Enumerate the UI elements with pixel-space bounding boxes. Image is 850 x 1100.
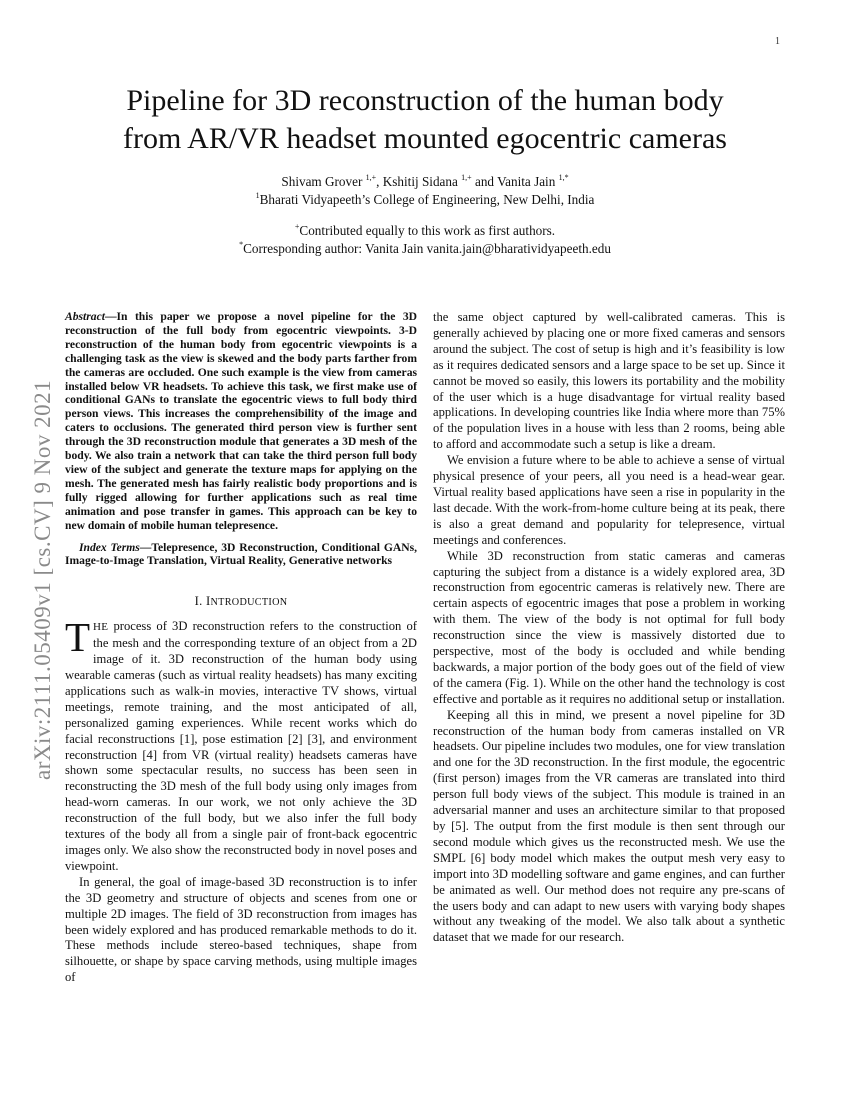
note-mark: *	[239, 240, 244, 249]
arxiv-identifier[interactable]: arXiv:2111.05409v1 [cs.CV] 9 Nov 2021	[30, 379, 55, 780]
paragraph-text: process of 3D reconstruction refers to the construction of the mesh and the corresponding texture of an object from a 2D image of it. 3D reconstruction of the human body using wearable cameras (such as virtual reality headsets) has many exciting applications such as walk-in movies, interactive TV shows, virtual meetings, remote training, and the most anticipated of all, personalized gaming experiences. While recent works which do facial reconstructions [1], pose estimation [2] [3], and environment reconstruction [4] from VR (virtual reality) headsets cameras have shown some spectacular results, no success has been seen in reconstructing the 3D mesh of the full body using only images from head-worn cameras. In our work, we not only achieve the 3D reconstruction of the full body, but we also infer the full body textures of the body all from a single pair of front-back egocentric images only. We also show the reconstructed body in novel poses and viewpoint.	[65, 619, 417, 873]
paper-title	[60, 82, 790, 158]
section-number: I.	[194, 594, 207, 609]
author-affiliation-mark: 1,+	[365, 173, 377, 182]
note-mark: +	[294, 222, 300, 231]
intro-paragraph: the same object captured by well-calibrated cameras. This is generally achieved by placing one or more fixed cameras and sensors around the subject. The cost of setup is high and it’s feasibility is low as it requires dedicated sensors and a large space to be set up. Since it cannot be moved so easily, this lowers its portability and the mobility of the user which is a huge disadvantage for virtual reality based applications. In developing countries like India where more than 75% of the population lives in a house with less than 2 rooms, being able to afford and accommodate such a setup is like a dream.	[433, 310, 785, 452]
equal-contribution-note	[60, 222, 790, 240]
affiliation-text: Bharati Vidyapeeth’s College of Engineering, New Delhi, India	[259, 192, 595, 207]
page-number: 1	[775, 36, 780, 47]
corresponding-author-note	[60, 240, 790, 258]
note-text: Corresponding author: Vanita Jain vanita.jain@bharatividyapeeth.edu	[243, 241, 611, 256]
section-heading-introduction	[65, 594, 417, 609]
affiliation	[60, 191, 790, 209]
index-terms-dash: —	[139, 540, 152, 554]
index-terms-label: Index Terms	[79, 540, 140, 554]
note-text: Contributed equally to this work as first authors.	[299, 223, 556, 238]
intro-paragraph: We envision a future where to be able to achieve a sense of virtual physical presence of your peers, all you need is a head-wear gear. Virtual reality based applications have seen a rise in popularity in the last decade. With the work-from-home culture being at its peak, there is also a great demand and popularity for telepresence, virtual meetings and conferences.	[433, 453, 785, 547]
intro-paragraph: While 3D reconstruction from static cameras and cameras capturing the subject from a distance is a widely explored area, 3D reconstruction from egocentric cameras is relatively new. There are certain aspects of egocentric images that pose a problem in working with them. The view of the body is not optimal for full body reconstruction since the view is massively distorted due to perspective, most of the body is occluded and while bending backwards, a major portion of the body goes out of the field of view of the camera (Fig. 1). While on the other hand the technology is cost effective and portable as it requires no additional setup or installation.	[433, 548, 785, 706]
author-name: Shivam Grover	[281, 174, 363, 189]
abstract-dash: —	[104, 310, 117, 323]
author-affiliation-mark: 1,+	[461, 173, 472, 182]
affiliation-mark: 1	[255, 191, 260, 200]
abstract	[65, 310, 417, 533]
intro-paragraph	[65, 614, 417, 875]
section-title-rest: NTRODUCTION	[210, 597, 288, 609]
author-name: Kshitij Sidana	[382, 174, 458, 189]
first-word-rest: HE	[93, 621, 109, 634]
section-initial: I	[206, 594, 211, 609]
author-list	[60, 173, 790, 191]
index-terms	[65, 541, 417, 569]
title-line-2: from AR/VR headset mounted egocentric cameras	[123, 122, 727, 155]
intro-paragraph: In general, the goal of image-based 3D reconstruction is to infer the 3D geometry and structure of objects and scenes from one or multiple 2D images. The field of 3D reconstruction from images has been widely explored and has produced remarkable methods to do it. These methods include stereo-based techniques, shape from silhouette, or shape by space carving methods, using multiple images of	[65, 874, 417, 985]
abstract-label: Abstract	[65, 310, 105, 323]
author-separator: ,	[376, 174, 383, 189]
title-line-1: Pipeline for 3D reconstruction of the human body	[126, 84, 724, 117]
intro-paragraph: Keeping all this in mind, we present a novel pipeline for 3D reconstruction of the human body from cameras installed on VR headsets. Our pipeline includes two modules, one for view translation and one for the 3D reconstruction. In the first module, the egocentric (first person) images from the VR cameras are translated into third person full body views of the subject. This module is trained in an adversarial manner and uses an architecture similar to that proposed by [5]. The output from the first module is then sent through our second module which gives us the reconstructed mesh. We use the SMPL [6] body model which makes the output mesh very easy to import into 3D modelling software and game engines, and can further be animated as well. Our method does not require any pre-scans of the users body and can adapt to new users with varying body shapes without any tweaking of the model. We also talk about a synthetic dataset that we made for our research.	[433, 707, 785, 945]
right-column	[433, 310, 785, 946]
author-affiliation-mark: 1,*	[558, 173, 569, 182]
author-separator: and	[471, 174, 498, 189]
left-column	[65, 310, 417, 986]
drop-cap: T	[65, 614, 91, 661]
author-name: Vanita Jain	[497, 174, 556, 189]
index-terms-text: Telepresence, 3D Reconstruction, Conditional GANs, Image-to-Image Translation, Virtual Reality, Generative networks	[65, 540, 417, 568]
abstract-text: In this paper we propose a novel pipeline for the 3D reconstruction of the full body from egocentric viewpoints. 3-D reconstruction of the human body from egocentric viewpoints is a challenging task as the view is skewed and the body parts farther from the cameras are occluded. One such example is the view from cameras installed below VR headsets. To achieve this task, we first make use of conditional GANs to translate the egocentric views to full body third person views. This increases the comprehensibility of the image and caters to occlusions. The generated third person view is further sent through the 3D reconstruction module that generates a 3D mesh of the body. We also train a network that can take the third person full body view of the subject and generate the texture maps for applying on the mesh. The generated mesh has fairly realistic body proportions and is fully rigged allowing for further applications such as real time animation and pose transfer in games. This approach can be key to new domain of mobile human telepresence.	[65, 310, 417, 532]
